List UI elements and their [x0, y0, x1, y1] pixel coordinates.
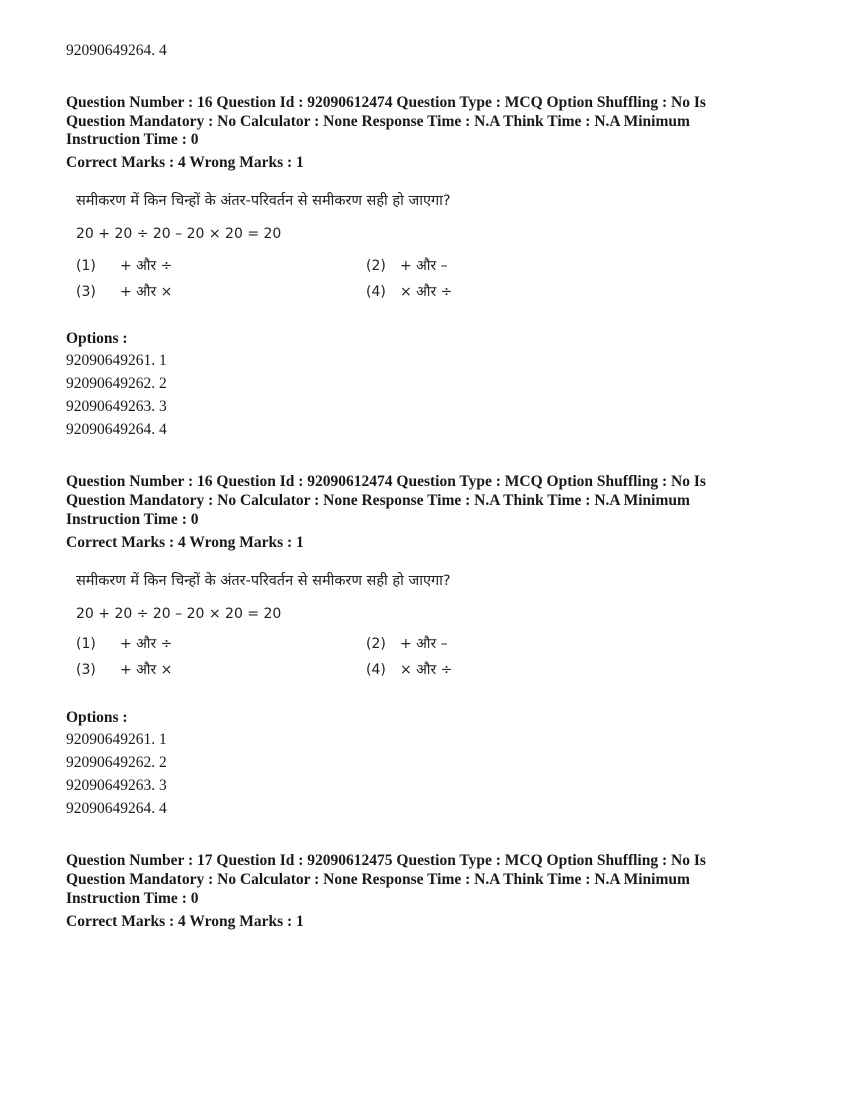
choice-number: (3)	[76, 284, 96, 300]
option-line: 92090649263. 3	[66, 777, 167, 794]
question-text: समीकरण में किन चिन्हों के अंतर-परिवर्तन से समीकरण सही हो जाएगा?	[76, 193, 451, 209]
marks-line: Correct Marks : 4 Wrong Marks : 1	[66, 913, 304, 930]
question-header-line-3: Instruction Time : 0	[66, 890, 199, 907]
marks-line: Correct Marks : 4 Wrong Marks : 1	[66, 534, 304, 551]
question-header-line-1: Question Number : 17 Question Id : 92090612475 Question Type : MCQ Option Shuffling : No Is	[66, 852, 706, 869]
choice-value: + और ÷	[120, 636, 173, 652]
question-header-line-3: Instruction Time : 0	[66, 511, 199, 528]
choice-number: (2)	[366, 258, 386, 274]
choice-number: (3)	[76, 662, 96, 678]
question-header-line-1: Question Number : 16 Question Id : 92090612474 Question Type : MCQ Option Shuffling : No Is	[66, 473, 706, 490]
choice-number: (1)	[76, 258, 96, 274]
equation: 20 + 20 ÷ 20 – 20 × 20 = 20	[76, 606, 282, 622]
options-label: Options :	[66, 330, 128, 347]
choice-value: + और –	[400, 258, 448, 274]
choice-number: (2)	[366, 636, 386, 652]
option-line: 92090649264. 4	[66, 421, 167, 438]
option-line: 92090649261. 1	[66, 731, 167, 748]
question-header-line-3: Instruction Time : 0	[66, 131, 199, 148]
choice-number: (4)	[366, 284, 386, 300]
question-text: समीकरण में किन चिन्हों के अंतर-परिवर्तन से समीकरण सही हो जाएगा?	[76, 573, 451, 589]
option-line: 92090649262. 2	[66, 754, 167, 771]
option-line: 92090649264. 4	[66, 42, 167, 59]
choice-value: + और ÷	[120, 258, 173, 274]
choice-number: (1)	[76, 636, 96, 652]
choice-value: + और –	[400, 636, 448, 652]
choice-value: × और ÷	[400, 284, 453, 300]
option-line: 92090649262. 2	[66, 375, 167, 392]
question-image	[66, 566, 506, 694]
option-line: 92090649261. 1	[66, 352, 167, 369]
option-line: 92090649263. 3	[66, 398, 167, 415]
equation: 20 + 20 ÷ 20 – 20 × 20 = 20	[76, 226, 282, 242]
question-header-line-2: Question Mandatory : No Calculator : None Response Time : N.A Think Time : N.A Minimum	[66, 113, 690, 130]
question-header-line-2: Question Mandatory : No Calculator : None Response Time : N.A Think Time : N.A Minimum	[66, 492, 690, 509]
choice-value: + और ×	[120, 284, 173, 300]
question-header-line-2: Question Mandatory : No Calculator : None Response Time : N.A Think Time : N.A Minimum	[66, 871, 690, 888]
question-header-line-1: Question Number : 16 Question Id : 92090612474 Question Type : MCQ Option Shuffling : No Is	[66, 94, 706, 111]
marks-line: Correct Marks : 4 Wrong Marks : 1	[66, 154, 304, 171]
option-line: 92090649264. 4	[66, 800, 167, 817]
choice-value: × और ÷	[400, 662, 453, 678]
choice-number: (4)	[366, 662, 386, 678]
options-label: Options :	[66, 709, 128, 726]
question-image	[66, 186, 506, 314]
choice-value: + और ×	[120, 662, 173, 678]
